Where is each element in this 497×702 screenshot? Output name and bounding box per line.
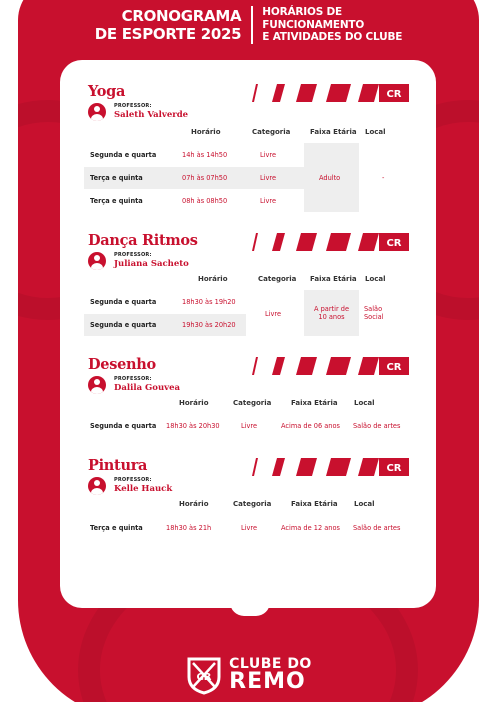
col-header-categoria: Categoria (258, 275, 297, 283)
brand-line: CLUBE DO (229, 656, 312, 672)
header-title (95, 7, 252, 43)
section-title: Pintura (88, 457, 148, 474)
row-day: Terça e quinta (90, 524, 143, 532)
avatar (88, 252, 106, 270)
subtitle-line: E ATIVIDADES DO CLUBE (262, 31, 403, 44)
row-time: 07h às 07h50 (182, 174, 228, 182)
row-time: 18h30 às 20h30 (166, 422, 220, 430)
col-header-horario: Horário (179, 500, 209, 508)
row-time: 18h30 às 21h (166, 524, 212, 532)
stripes-icon (246, 458, 410, 476)
col-header-horario: Horário (179, 399, 209, 407)
header (0, 6, 497, 44)
col-header-local: Local (365, 128, 386, 136)
row-age: Acima de 06 anos (281, 422, 340, 430)
age-value: Adulto (319, 174, 341, 182)
col-header-local: Local (365, 275, 386, 283)
row-category: Livre (260, 151, 277, 159)
club-logo-icon (185, 655, 223, 695)
professor-name: Kelle Hauck (114, 484, 173, 494)
age-value (304, 305, 359, 321)
svg-text:CR: CR (386, 362, 402, 373)
row-category: Livre (241, 524, 258, 532)
stripes-icon (246, 233, 410, 251)
svg-text:CR: CR (386, 89, 402, 100)
professor-label: PROFESSOR: (114, 376, 152, 382)
brand-line: REMO (229, 669, 306, 694)
row-local: Salão de artes (353, 524, 401, 532)
col-header-categoria: Categoria (252, 128, 291, 136)
stripes-icon (246, 357, 410, 375)
section-title: Dança Ritmos (88, 232, 198, 249)
local-value (364, 305, 384, 321)
age-line: 10 anos (318, 313, 345, 321)
professor-name: Dalila Gouvea (114, 383, 180, 393)
row-local: Salão de artes (353, 422, 401, 430)
local-line: Salão (364, 305, 383, 313)
header-subtitle (253, 6, 402, 44)
svg-text:CR: CR (196, 672, 212, 683)
col-header-faixa: Faixa Etária (291, 500, 338, 508)
row-category: Livre (260, 174, 277, 182)
col-header-categoria: Categoria (233, 500, 272, 508)
col-header-horario: Horário (191, 128, 221, 136)
row-day: Terça e quinta (90, 174, 143, 182)
row-day: Segunda e quarta (90, 321, 157, 329)
row-day: Segunda e quarta (90, 298, 157, 306)
row-time: 18h30 às 19h20 (182, 298, 236, 306)
professor-label: PROFESSOR: (114, 252, 152, 258)
title-line: CRONOGRAMA (121, 7, 242, 25)
col-header-categoria: Categoria (233, 399, 272, 407)
professor-label: PROFESSOR: (114, 103, 152, 109)
professor-name: Juliana Sacheto (114, 259, 189, 269)
local-line: Social (364, 313, 384, 321)
avatar (88, 103, 106, 121)
professor-label: PROFESSOR: (114, 477, 152, 483)
row-age: Acima de 12 anos (281, 524, 340, 532)
row-time: 19h30 às 20h20 (182, 321, 236, 329)
row-day: Segunda e quarta (90, 422, 157, 430)
col-header-horario: Horário (198, 275, 228, 283)
col-header-local: Local (354, 399, 375, 407)
footer (0, 655, 497, 695)
row-day: Segunda e quarta (90, 151, 157, 159)
svg-text:CR: CR (386, 463, 402, 474)
col-header-faixa: Faixa Etária (291, 399, 338, 407)
col-header-faixa: Faixa Etária (310, 128, 357, 136)
row-category: Livre (260, 197, 277, 205)
section-title: Yoga (88, 83, 126, 100)
row-time: 14h às 14h50 (182, 151, 228, 159)
col-header-local: Local (354, 500, 375, 508)
category-value: Livre (265, 310, 282, 318)
svg-text:CR: CR (386, 238, 402, 249)
row-day: Terça e quinta (90, 197, 143, 205)
subtitle-line: FUNCIONAMENTO (262, 18, 365, 31)
brand-name (229, 657, 312, 693)
local-value: - (382, 174, 385, 182)
row-time: 08h às 08h50 (182, 197, 228, 205)
schedule-card (60, 60, 436, 608)
section-title: Desenho (88, 356, 156, 373)
avatar (88, 477, 106, 495)
age-line: A partir de (313, 305, 349, 313)
stripes-icon (246, 84, 410, 102)
professor-name: Saleth Valverde (114, 110, 189, 120)
col-header-faixa: Faixa Etária (310, 275, 357, 283)
row-category: Livre (241, 422, 258, 430)
title-line: DE ESPORTE 2025 (94, 25, 242, 43)
avatar (88, 376, 106, 394)
subtitle-line: HORÁRIOS DE (262, 6, 343, 19)
